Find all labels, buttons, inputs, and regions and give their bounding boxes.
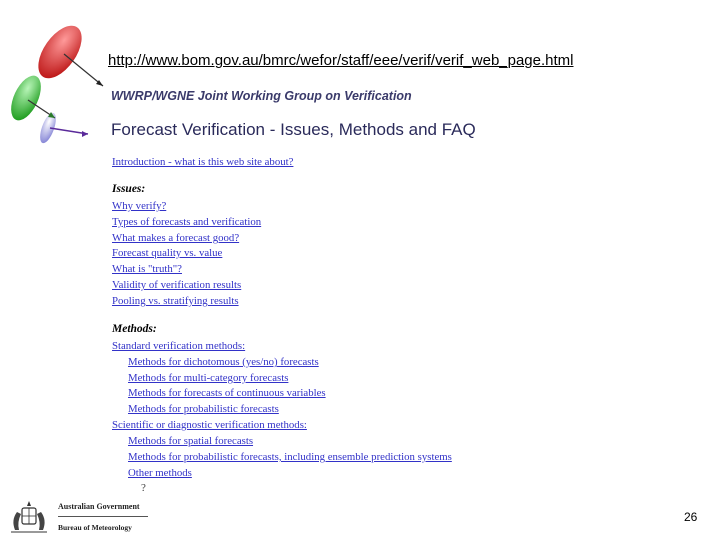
issue-link-quality-value[interactable]: Forecast quality vs. value: [112, 247, 223, 259]
issues-heading: Issues:: [112, 183, 146, 195]
group-title: WWRP/WGNE Joint Working Group on Verification: [111, 89, 412, 103]
coat-of-arms-icon: [5, 500, 53, 536]
intro-link[interactable]: Introduction - what is this web site about?: [112, 156, 294, 168]
method-link-probabilistic[interactable]: Methods for probabilistic forecasts: [128, 403, 279, 415]
method-link-multi-category[interactable]: Methods for multi-category forecasts: [128, 372, 289, 384]
gov-line-2: Bureau of Meteorology: [58, 523, 132, 532]
australian-government-logo: [5, 500, 155, 538]
methods-heading: Methods:: [112, 323, 157, 335]
page-title: Forecast Verification - Issues, Methods and FAQ: [111, 120, 476, 139]
gov-line-1: Australian Government: [58, 502, 140, 511]
method-link-other[interactable]: Other methods: [128, 467, 192, 479]
issue-link-truth[interactable]: What is "truth"?: [112, 263, 182, 275]
scientific-methods-link[interactable]: Scientific or diagnostic verification methods:: [112, 419, 307, 431]
method-link-spatial[interactable]: Methods for spatial forecasts: [128, 435, 254, 447]
method-link-dichotomous[interactable]: Methods for dichotomous (yes/no) forecasts: [128, 356, 319, 368]
method-link-continuous[interactable]: Methods for forecasts of continuous variables: [128, 387, 326, 399]
issue-link-types[interactable]: Types of forecasts and verification: [112, 216, 262, 228]
balloons-logo-icon: [0, 0, 110, 150]
page-number: 26: [684, 510, 698, 524]
trailing-mark: ?: [141, 482, 146, 494]
issue-link-good-forecast[interactable]: What makes a forecast good?: [112, 232, 240, 244]
method-link-ensemble[interactable]: Methods for probabilistic forecasts, including ensemble prediction systems: [128, 451, 452, 463]
issue-link-why-verify[interactable]: Why verify?: [112, 200, 167, 212]
source-url[interactable]: http://www.bom.gov.au/bmrc/wefor/staff/eee/verif/verif_web_page.html: [108, 52, 574, 69]
issue-link-pooling[interactable]: Pooling vs. stratifying results: [112, 295, 239, 307]
divider: [58, 516, 148, 517]
standard-methods-link[interactable]: Standard verification methods:: [112, 340, 246, 352]
issue-link-validity[interactable]: Validity of verification results: [112, 279, 242, 291]
web-page-screenshot: [108, 86, 568, 496]
